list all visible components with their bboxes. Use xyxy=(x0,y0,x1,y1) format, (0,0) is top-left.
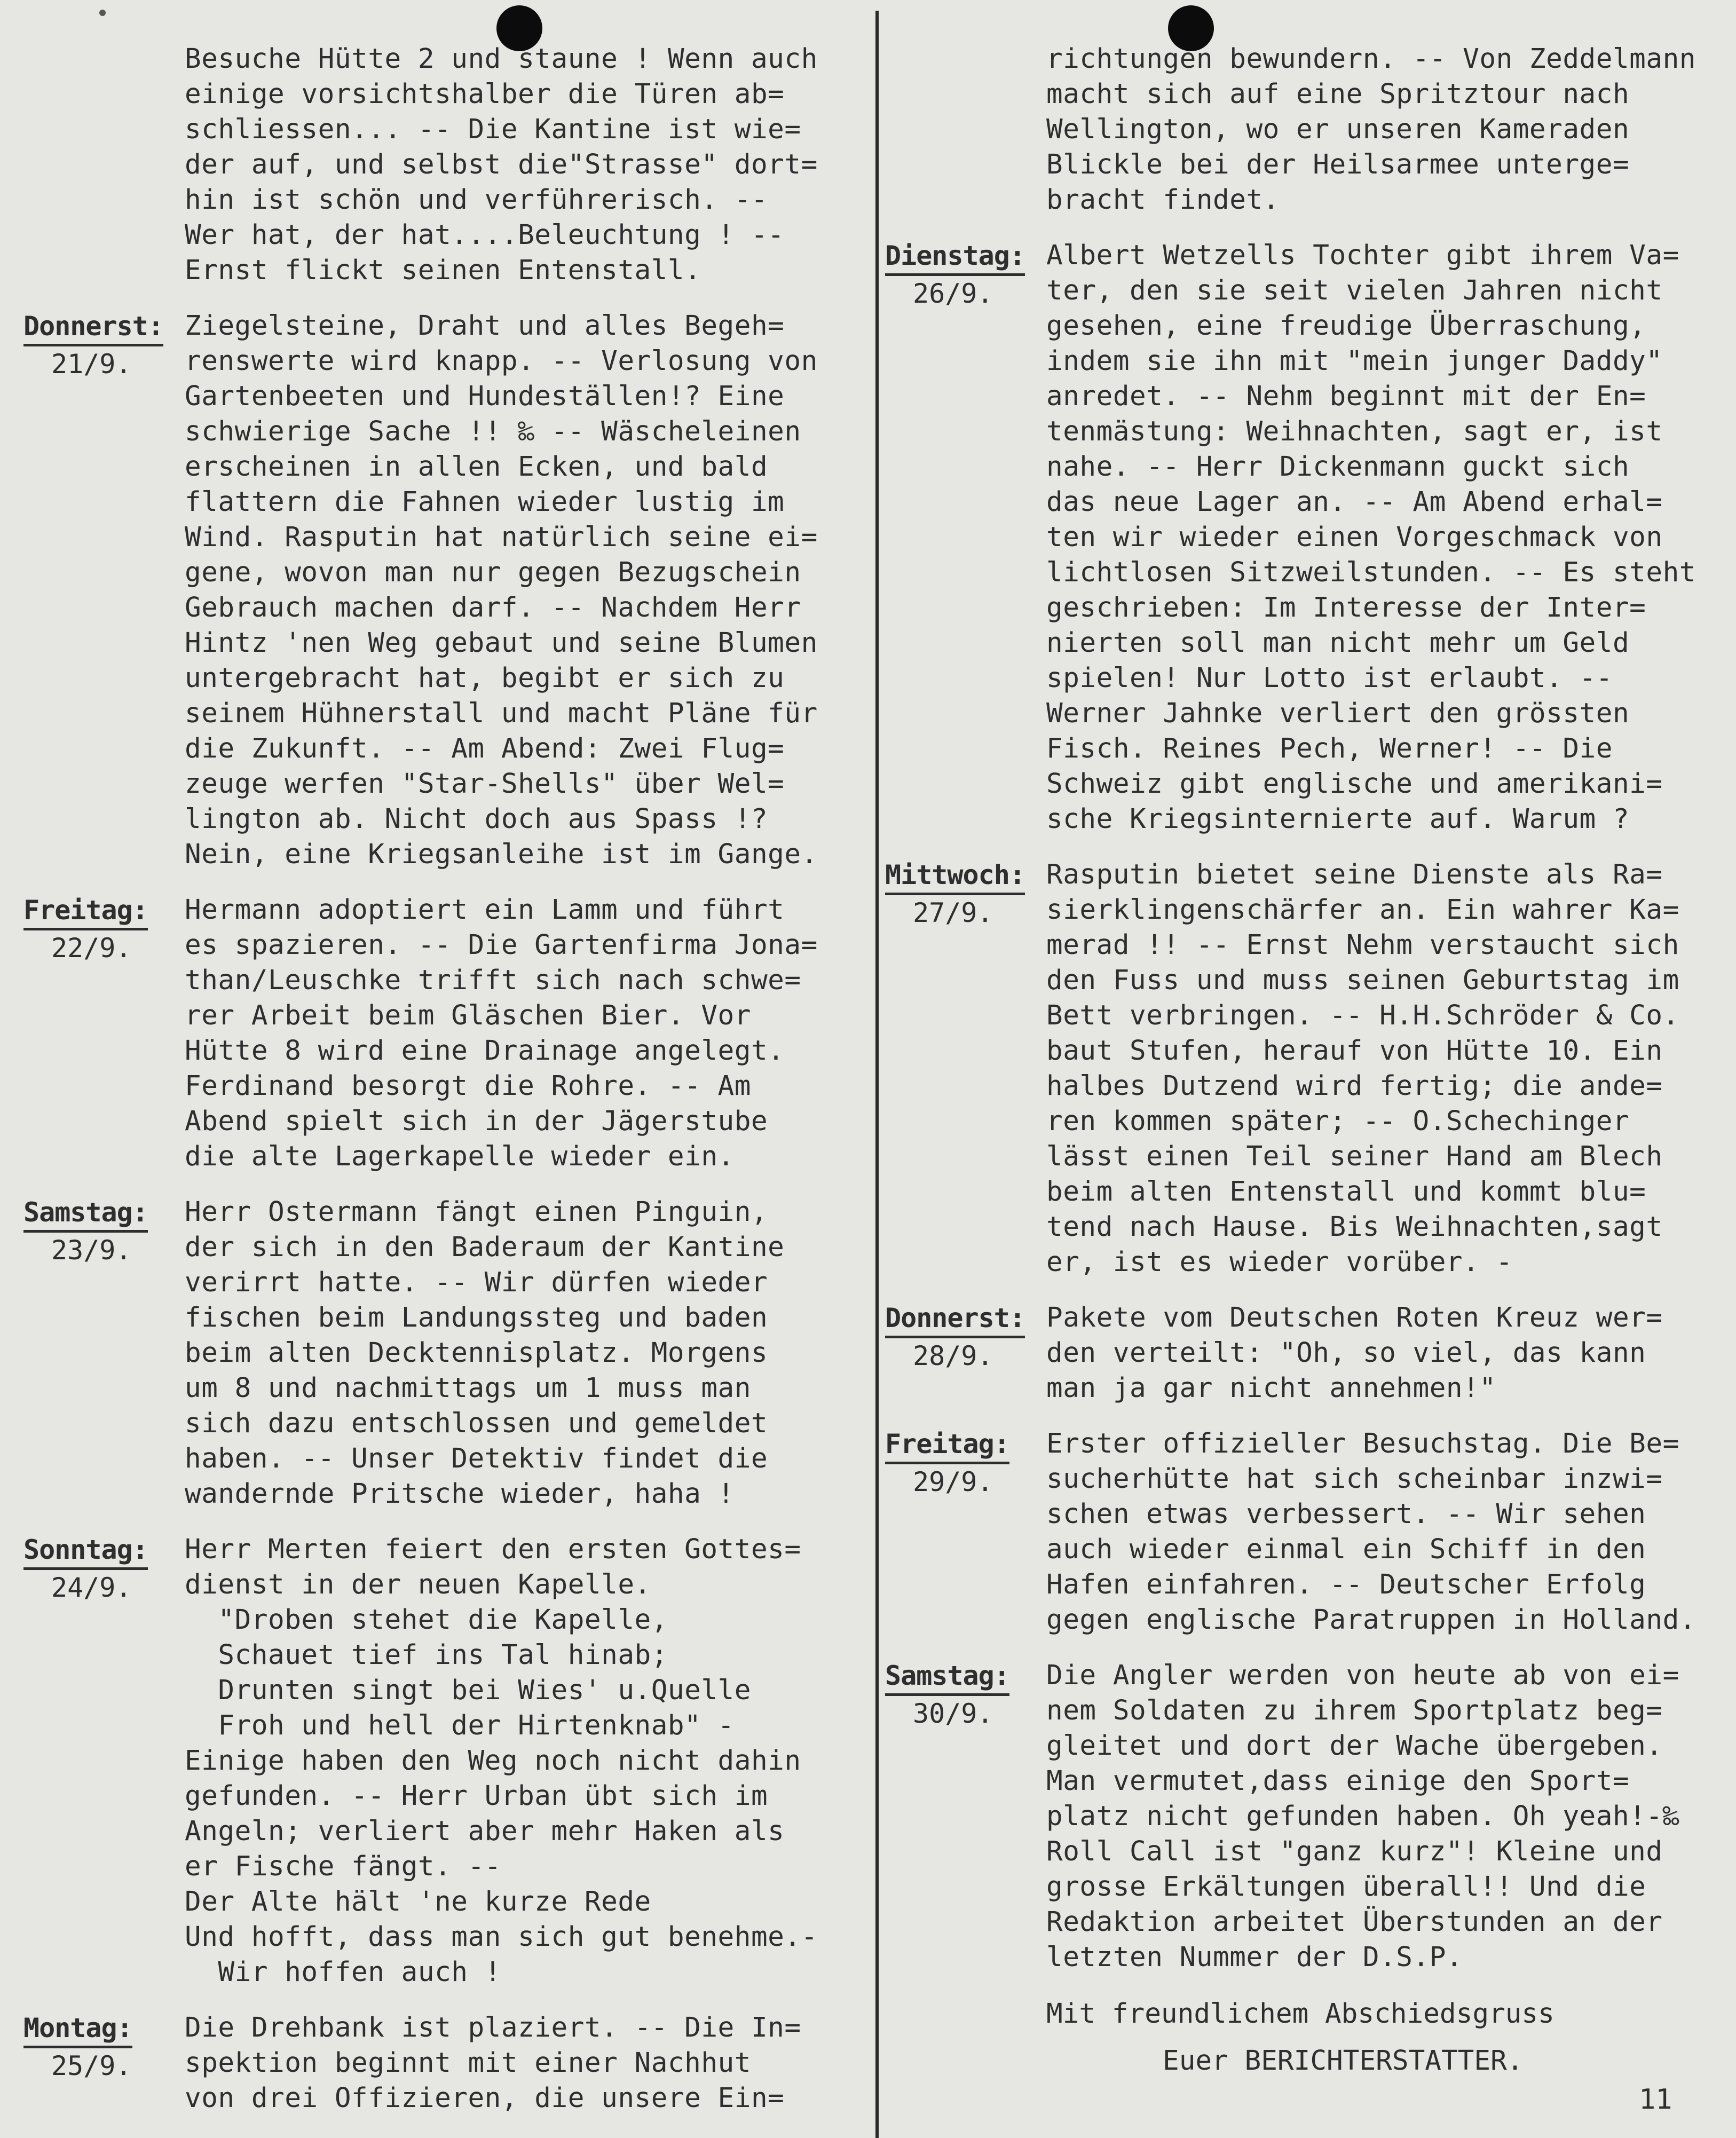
entry-date xyxy=(23,309,184,382)
closing-signature: Euer BERICHTERSTATTER. xyxy=(1163,2045,1524,2077)
weekday-label: Mittwoch: xyxy=(885,857,1025,895)
date-label: 22/9. xyxy=(51,933,132,964)
entry-text: Rasputin bietet seine Dienste als Ra= sierklingenschärfer an. Ein wahrer Ka= merad !! -- Ernst Nehm verstaucht sich den Fuss und muss seinen Geburtstag im Bett verbringen. -- H.H.Schröder & Co. baut Stufen, herauf von Hütte 10. Ein halbes Dutzend wird fertig; die ande= ren kommen später; -- O.Schechinger lässt einen Teil seiner Hand am Blech beim alten Entenstall und kommt blu= tend nach Hause. Bis Weihnachten,sagt er, ist es wieder vorüber. - xyxy=(1046,859,1679,1278)
entry-text: Besuche Hütte 2 und staune ! Wenn auch einige vorsichtshalber die Türen ab= schliessen... -- Die Kantine ist wie= der auf, und selbst die"Strasse" dort= hin ist schön und verführerisch. -- Wer hat, der hat....Beleuchtung ! -- Ernst flickt seinen Entenstall. xyxy=(185,43,818,286)
entry-text: Die Drehbank ist plaziert. -- Die In= spektion beginnt mit einer Nachhut von drei Offizieren, die unsere Ein= xyxy=(185,2012,801,2114)
weekday-label: Samstag: xyxy=(885,1658,1009,1696)
date-label: 26/9. xyxy=(913,278,993,309)
date-label: 28/9. xyxy=(913,1340,993,1371)
weekday-label: Sonntag: xyxy=(23,1532,148,1570)
entry-text: Albert Wetzells Tochter gibt ihrem Va= ter, den sie seit vielen Jahren nicht gesehen, eine freudige Überraschung, indem sie ihn mit "mein junger Daddy" anredet. -- Nehm beginnt mit der En= tenmästung: Weihnachten, sagt er, ist nahe. -- Herr Dickenmann guckt sich das neue Lager an. -- Am Abend erhal= ten wir wieder einen Vorgeschmack von lichtlosen Sitzweilstunden. -- Es steht geschrieben: Im Interesse der Inter= nierten soll man nicht mehr um Geld spielen! Nur Lotto ist erlaubt. -- Werner Jahnke verliert den grössten Fisch. Reines Pech, Werner! -- Die Schweiz gibt englische und amerikani= sche Kriegsinternierte auf. Warum ? xyxy=(1046,240,1696,835)
left-intro xyxy=(23,42,869,288)
date-label: 24/9. xyxy=(51,1572,132,1603)
entry-thursday-21 xyxy=(23,309,869,872)
weekday-label: Dienstag: xyxy=(885,238,1025,276)
entry-text: Die Angler werden von heute ab von ei= nem Soldaten zu ihrem Sportplatz beg= gleitet und dort der Wache übergeben. Man vermutet,dass einige den Sport= platz nicht gefunden haben. Oh yeah!-‰ Roll Call ist "ganz kurz"! Kleine und grosse Erkältungen überall!! Und die Redaktion arbeitet Überstunden an der letzten Nummer der D.S.P. xyxy=(1046,1660,1679,1973)
entry-date xyxy=(23,1532,184,1605)
entry-saturday-23 xyxy=(23,1195,869,1512)
entry-friday-29 xyxy=(885,1426,1736,1638)
entry-date xyxy=(885,857,1045,930)
entry-thursday-28 xyxy=(885,1300,1736,1406)
entry-date xyxy=(885,1300,1045,1374)
column-divider xyxy=(875,11,879,2138)
date-label: 27/9. xyxy=(913,897,993,928)
entry-date xyxy=(23,2010,184,2084)
closing-greeting: Mit freundlichem Abschiedsgruss xyxy=(1046,1998,1554,2030)
entry-text: Hermann adoptiert ein Lamm und führt es spazieren. -- Die Gartenfirma Jona= than/Leuschke trifft sich nach schwe= rer Arbeit beim Gläschen Bier. Vor Hütte 8 wird eine Drainage angelegt. Ferdinand besorgt die Rohre. -- Am Abend spielt sich in der Jägerstube die alte Lagerkapelle wieder ein. xyxy=(185,894,818,1172)
entry-sunday-24 xyxy=(23,1532,869,1990)
date-label: 21/9. xyxy=(51,349,132,380)
entry-text: Herr Merten feiert den ersten Gottes= dienst in der neuen Kapelle. "Droben stehet die Kapelle, Schauet tief ins Tal hinab; Drunten singt bei Wies' u.Quelle Froh und hell der Hirtenknab" - Einige haben den Weg noch nicht dahin gefunden. -- Herr Urban übt sich im Angeln; verliert aber mehr Haken als er Fische fängt. -- Der Alte hält 'ne kurze Rede Und hofft, dass man sich gut benehme.- Wir hoffen auch ! xyxy=(185,1534,818,1988)
weekday-label: Donnerst: xyxy=(885,1300,1025,1338)
entry-date xyxy=(885,1658,1045,1731)
ink-speck xyxy=(99,10,106,16)
entry-date xyxy=(885,238,1045,311)
weekday-label: Freitag: xyxy=(23,893,148,930)
date-label: 23/9. xyxy=(51,1235,132,1266)
entry-date xyxy=(885,1426,1045,1500)
weekday-label: Samstag: xyxy=(23,1195,148,1233)
page-number: 11 xyxy=(1639,2084,1672,2116)
date-label: 30/9. xyxy=(913,1698,993,1729)
entry-date xyxy=(23,893,184,966)
weekday-label: Donnerst: xyxy=(23,309,163,346)
entry-text: Ziegelsteine, Draht und alles Begeh= renswerte wird knapp. -- Verlosung von Gartenbeeten und Hundeställen!? Eine schwierige Sache !! ‰ -- Wäscheleinen erscheinen in allen Ecken, und bald flattern die Fahnen wieder lustig im Wind. Rasputin hat natürlich seine ei= gene, wovon man nur gegen Bezugschein Gebrauch machen darf. -- Nachdem Herr Hintz 'nen Weg gebaut und seine Blumen untergebracht hat, begibt er sich zu seinem Hühnerstall und macht Pläne für die Zukunft. -- Am Abend: Zwei Flug= zeuge werfen "Star-Shells" über Wel= lington ab. Nicht doch aus Spass !? Nein, eine Kriegsanleihe ist im Gange. xyxy=(185,310,818,870)
entry-wednesday-27 xyxy=(885,857,1736,1280)
entry-date xyxy=(23,1195,184,1268)
weekday-label: Montag: xyxy=(23,2010,132,2048)
date-label: 25/9. xyxy=(51,2050,132,2081)
entry-monday-25 xyxy=(23,2010,869,2116)
right-intro xyxy=(885,42,1736,218)
closing xyxy=(885,1997,1736,2079)
entry-text: Erster offizieller Besuchstag. Die Be= sucherhütte hat sich scheinbar inzwi= schen etwas verbessert. -- Wir sehen auch wieder einmal ein Schiff in den Hafen einfahren. -- Deutscher Erfolg gegen englische Paratruppen in Holland. xyxy=(1046,1428,1696,1636)
entry-text: Pakete vom Deutschen Roten Kreuz wer= den verteilt: "Oh, so viel, das kann man ja gar nicht annehmen!" xyxy=(1046,1302,1663,1404)
date-label: 29/9. xyxy=(913,1466,993,1497)
left-column xyxy=(23,42,869,2116)
entry-friday-22 xyxy=(23,893,869,1174)
entry-tuesday-26 xyxy=(885,238,1736,837)
entry-text: richtungen bewundern. -- Von Zeddelmann macht sich auf eine Spritztour nach Wellington, wo er unseren Kameraden Blickle bei der Heilsarmee unterge= bracht findet. xyxy=(1046,43,1696,216)
weekday-label: Freitag: xyxy=(885,1426,1009,1464)
entry-text: Herr Ostermann fängt einen Pinguin, der sich in den Baderaum der Kantine verirrt hatte. -- Wir dürfen wieder fischen beim Landungssteg und baden beim alten Decktennisplatz. Morgens um 8 und nachmittags um 1 muss man sich dazu entschlossen und gemeldet haben. -- Unser Detektiv findet die wandernde Pritsche wieder, haha ! xyxy=(185,1196,785,1510)
right-column xyxy=(885,42,1736,2079)
entry-saturday-30 xyxy=(885,1658,1736,1975)
